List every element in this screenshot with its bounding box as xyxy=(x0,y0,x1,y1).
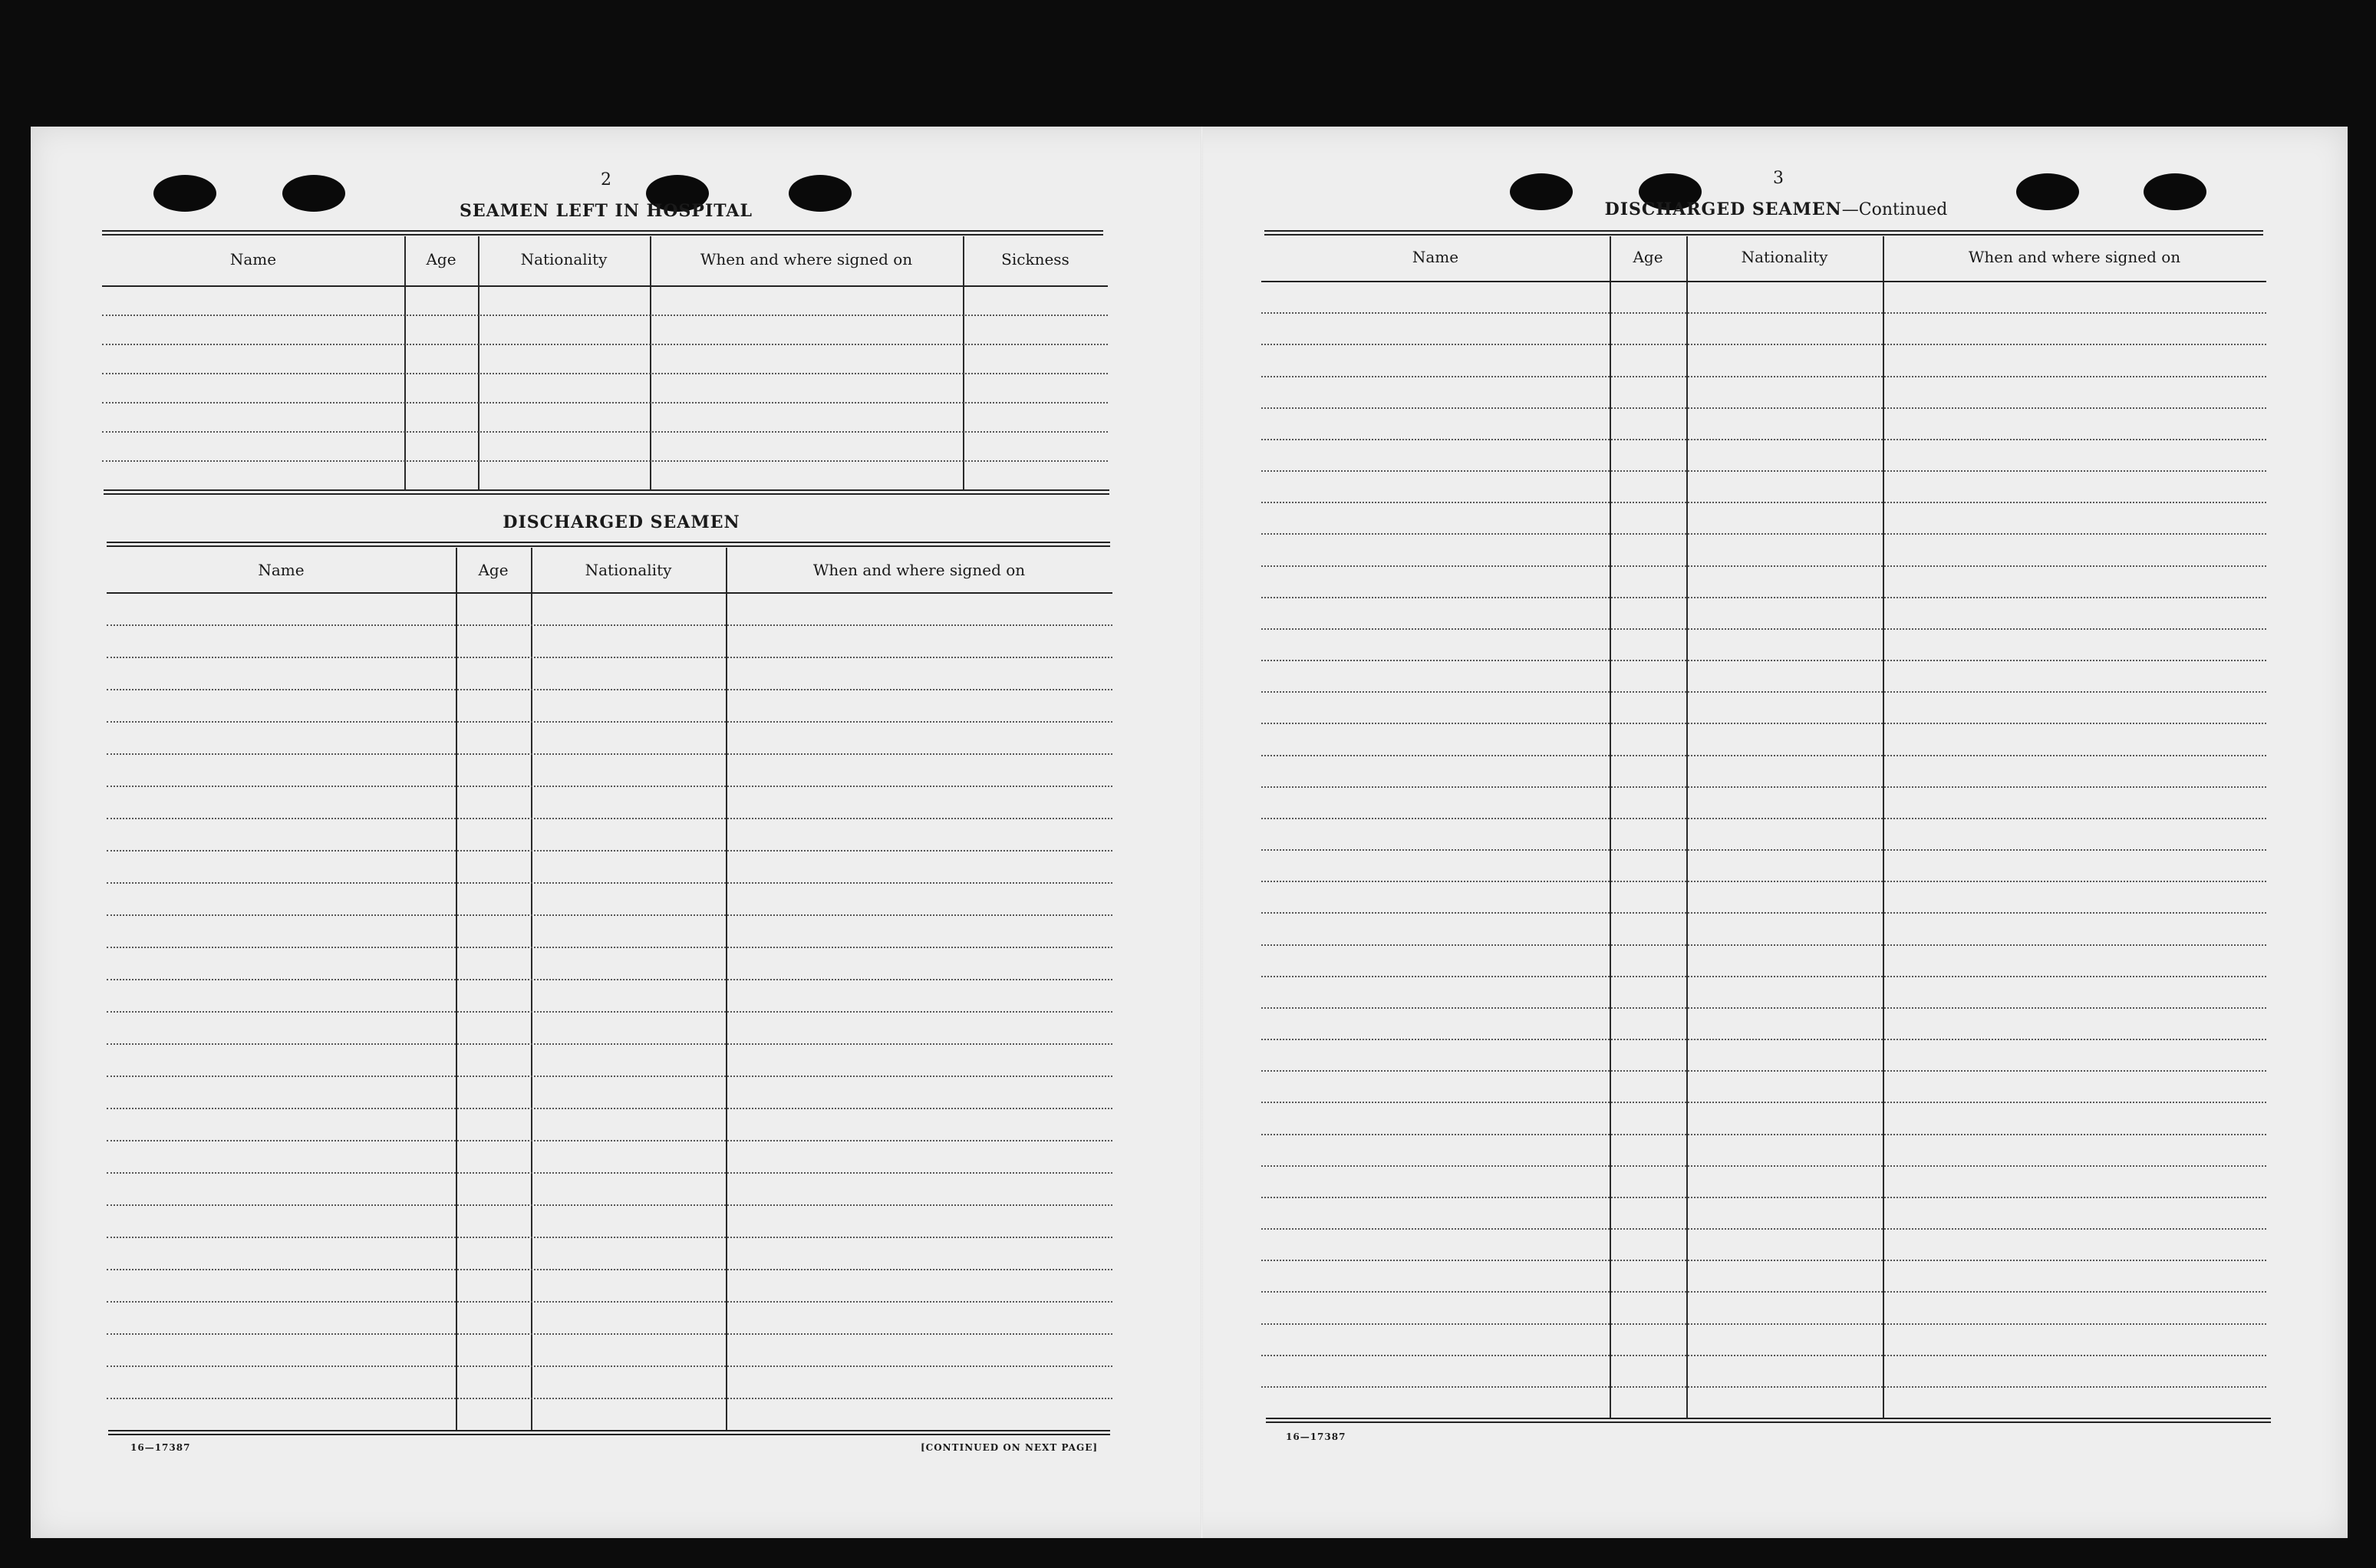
blank-entry-row xyxy=(1261,344,2266,345)
column-header-nationality: Nationality xyxy=(520,250,608,268)
blank-entry-row xyxy=(1261,881,2266,882)
form-number: 16—17387 xyxy=(1286,1431,1346,1442)
column-divider xyxy=(650,236,651,489)
blank-entry-row xyxy=(107,1108,1112,1109)
page-number: 3 xyxy=(1773,169,1784,188)
blank-entry-row xyxy=(1261,1228,2266,1230)
blank-entry-row xyxy=(107,1333,1112,1335)
column-header-name: Name xyxy=(229,250,277,268)
title-main: DISCHARGED SEAMEN xyxy=(1604,199,1842,219)
discharged-section-title: DISCHARGED SEAMEN xyxy=(503,512,740,532)
column-divider xyxy=(1883,236,1884,1419)
blank-entry-row xyxy=(1261,597,2266,598)
blank-entry-row xyxy=(102,431,1108,433)
blank-entry-row xyxy=(1261,502,2266,503)
form-sheet xyxy=(31,127,2348,1538)
blank-entry-row xyxy=(1261,628,2266,630)
column-header-when-and-where-signed-on: When and where signed on xyxy=(700,250,913,268)
blank-entry-row xyxy=(1261,470,2266,472)
punch-hole xyxy=(2144,173,2206,210)
blank-entry-row xyxy=(1261,818,2266,819)
blank-entry-row xyxy=(107,1172,1112,1174)
column-header-when-and-where-signed-on: When and where signed on xyxy=(812,561,1026,579)
table-bottom-rule xyxy=(1266,1418,2271,1423)
blank-entry-row xyxy=(107,689,1112,690)
blank-entry-row xyxy=(107,914,1112,916)
column-header-nationality: Nationality xyxy=(1741,248,1828,266)
column-header-when-and-where-signed-on: When and where signed on xyxy=(1968,248,2181,266)
blank-entry-row xyxy=(107,721,1112,723)
blank-entry-row xyxy=(107,1076,1112,1077)
blank-entry-row xyxy=(1261,976,2266,977)
blank-entry-row xyxy=(1261,1291,2266,1293)
header-bottom-rule xyxy=(1261,281,2266,282)
form-number: 16—17387 xyxy=(130,1442,191,1453)
blank-entry-row xyxy=(1261,1007,2266,1009)
blank-entry-row xyxy=(107,979,1112,980)
table-bottom-rule xyxy=(108,1430,1110,1435)
blank-entry-row xyxy=(1261,755,2266,756)
punch-hole xyxy=(2016,173,2079,210)
blank-entry-row xyxy=(107,1301,1112,1303)
blank-entry-row xyxy=(1261,1165,2266,1167)
blank-entry-row xyxy=(107,882,1112,884)
blank-entry-row xyxy=(1261,1355,2266,1356)
header-rule xyxy=(107,542,1110,547)
continued-note: [CONTINUED ON NEXT PAGE] xyxy=(921,1442,1099,1453)
punch-hole xyxy=(789,175,852,212)
column-divider xyxy=(1686,236,1688,1419)
blank-entry-row xyxy=(1261,439,2266,440)
blank-entry-row xyxy=(1261,944,2266,946)
blank-entry-row xyxy=(1261,1039,2266,1040)
blank-entry-row xyxy=(102,373,1108,374)
header-bottom-rule xyxy=(107,592,1112,594)
blank-entry-row xyxy=(1261,407,2266,409)
table-bottom-rule xyxy=(104,489,1109,495)
column-divider xyxy=(478,236,479,489)
column-header-age: Age xyxy=(478,561,509,579)
blank-entry-row xyxy=(107,1140,1112,1141)
discharged-continued-title xyxy=(1596,199,1956,219)
blank-entry-row xyxy=(1261,1386,2266,1388)
blank-entry-row xyxy=(1261,533,2266,535)
punch-hole xyxy=(1510,173,1573,210)
blank-entry-row xyxy=(107,1398,1112,1399)
title-suffix: —Continued xyxy=(1841,200,1948,219)
column-divider xyxy=(726,548,727,1431)
blank-entry-row xyxy=(107,624,1112,626)
blank-entry-row xyxy=(107,1269,1112,1270)
page-number: 2 xyxy=(601,170,611,189)
blank-entry-row xyxy=(1261,1070,2266,1072)
blank-entry-row xyxy=(1261,1134,2266,1135)
column-divider xyxy=(404,236,406,489)
page-fold xyxy=(1201,127,1203,1538)
blank-entry-row xyxy=(107,850,1112,852)
blank-entry-row xyxy=(1261,912,2266,914)
blank-entry-row xyxy=(1261,660,2266,661)
blank-entry-row xyxy=(107,1237,1112,1238)
blank-entry-row xyxy=(107,753,1112,755)
blank-entry-row xyxy=(102,315,1108,316)
column-header-name: Name xyxy=(258,561,305,579)
blank-entry-row xyxy=(107,818,1112,819)
blank-entry-row xyxy=(1261,1260,2266,1261)
blank-entry-row xyxy=(1261,376,2266,377)
blank-entry-row xyxy=(107,657,1112,658)
blank-entry-row xyxy=(1261,565,2266,567)
blank-entry-row xyxy=(102,460,1108,462)
blank-entry-row xyxy=(107,1011,1112,1013)
column-header-nationality: Nationality xyxy=(585,561,672,579)
column-divider xyxy=(963,236,964,489)
punch-hole xyxy=(282,175,345,212)
column-divider xyxy=(531,548,532,1431)
blank-entry-row xyxy=(107,947,1112,948)
blank-entry-row xyxy=(1261,723,2266,724)
header-rule xyxy=(1264,230,2263,236)
blank-entry-row xyxy=(1261,312,2266,314)
blank-entry-row xyxy=(1261,1102,2266,1103)
blank-entry-row xyxy=(107,786,1112,787)
blank-entry-row xyxy=(1261,849,2266,851)
blank-entry-row xyxy=(102,344,1108,345)
blank-entry-row xyxy=(102,402,1108,404)
blank-entry-row xyxy=(1261,1197,2266,1198)
blank-entry-row xyxy=(107,1204,1112,1206)
blank-entry-row xyxy=(107,1043,1112,1045)
column-header-age: Age xyxy=(426,250,456,268)
column-header-name: Name xyxy=(1412,248,1459,266)
blank-entry-row xyxy=(1261,1323,2266,1325)
hospital-section-title: SEAMEN LEFT IN HOSPITAL xyxy=(460,201,753,221)
column-header-sickness: Sickness xyxy=(1001,250,1069,268)
header-bottom-rule xyxy=(102,285,1108,287)
blank-entry-row xyxy=(1261,691,2266,693)
column-divider xyxy=(1610,236,1611,1419)
column-header-age: Age xyxy=(1633,248,1663,266)
blank-entry-row xyxy=(1261,786,2266,788)
column-divider xyxy=(456,548,457,1431)
header-rule xyxy=(102,230,1103,236)
blank-entry-row xyxy=(107,1365,1112,1367)
punch-hole xyxy=(153,175,216,212)
